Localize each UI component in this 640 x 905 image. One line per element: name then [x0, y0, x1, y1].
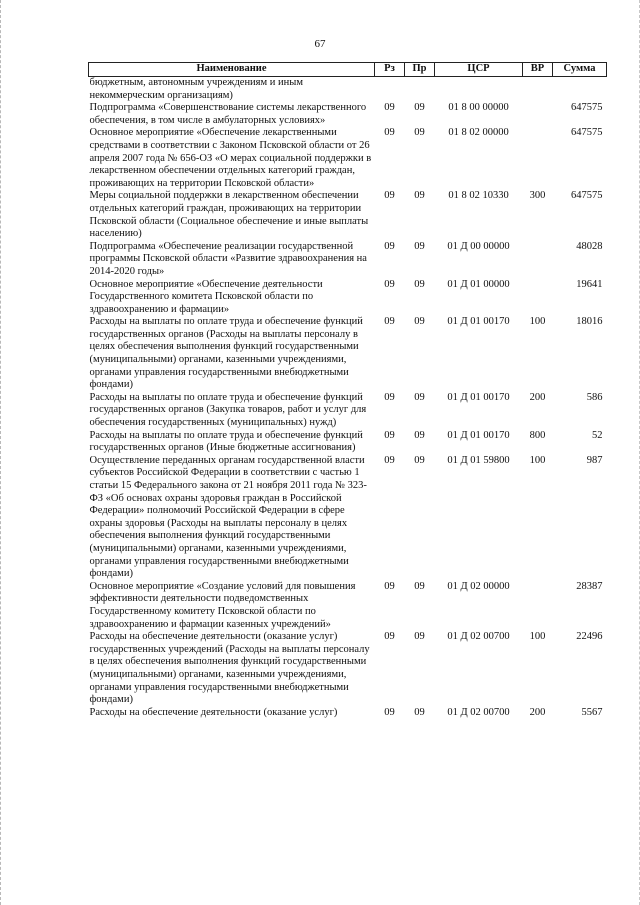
row-pr: 09 [414, 278, 425, 290]
row-vr [523, 127, 553, 190]
row-name: Основное мероприятие «Обеспечение лекарственными средствами в соответствии с Законом Псковской области от 26 апреля 2007 года № 656-ОЗ «О мерах социальной поддержки в лекарственном обеспечении отдельных категорий граждан, проживающих на территории Псковской области» [89, 127, 372, 189]
header-row [89, 63, 607, 77]
row-vr: 200 [529, 391, 546, 403]
table-row [89, 190, 607, 240]
scan-edge-left [0, 0, 4, 905]
row-rz: 09 [384, 127, 395, 139]
row-csr: 01 Д 02 00700 [447, 631, 510, 643]
row-csr: 01 8 02 10330 [448, 190, 509, 202]
row-rz: 09 [384, 429, 395, 441]
row-pr: 09 [414, 127, 425, 139]
table-row [89, 430, 607, 455]
row-name: Расходы на выплаты по оплате труда и обеспечение функций государственных органов (Расходы на выплаты персоналу в целях обеспечения выполнения функций государственными (муниципальными) органами, казенными учреждениями, органами управления государственными внебюджетными фондами) [89, 316, 363, 391]
row-csr: 01 Д 01 00170 [447, 391, 510, 403]
table-row [89, 581, 607, 631]
row-rz: 09 [384, 240, 395, 252]
row-rz: 09 [384, 454, 395, 466]
row-csr: 01 Д 01 00170 [447, 429, 510, 441]
table-row [89, 316, 607, 392]
table-header [89, 63, 607, 77]
row-sum: 586 [586, 391, 603, 403]
row-rz: 09 [384, 102, 395, 114]
row-vr [523, 77, 553, 103]
row-sum: 48028 [576, 240, 603, 252]
row-rz: 09 [384, 278, 395, 290]
row-sum: 987 [586, 454, 603, 466]
row-pr: 09 [414, 580, 425, 592]
row-pr: 09 [414, 454, 425, 466]
row-vr: 800 [529, 429, 546, 441]
row-sum: 28387 [576, 580, 603, 592]
header-vr: ВР [523, 63, 553, 77]
row-name: Основное мероприятие «Создание условий для повышения эффективности деятельности подведомственных Государственному комитету Псковской области по здравоохранению и фармации казенных учреждений» [89, 580, 356, 630]
row-pr: 09 [414, 190, 425, 202]
header-name: Наименование [89, 63, 375, 77]
header-csr: ЦСР [435, 63, 523, 77]
row-name: Меры социальной поддержки в лекарственном обеспечении отдельных категорий граждан, проживающих на территории Псковской области (Социальное обеспечение и иные выплаты населению) [89, 190, 369, 240]
row-csr: 01 Д 01 00170 [447, 316, 510, 328]
row-csr [435, 77, 523, 103]
row-sum: 18016 [576, 316, 603, 328]
row-pr: 09 [414, 631, 425, 643]
row-rz: 09 [384, 580, 395, 592]
row-rz: 09 [384, 631, 395, 643]
row-sum: 22496 [576, 631, 603, 643]
row-rz: 09 [384, 706, 395, 718]
row-vr [523, 279, 553, 317]
row-csr: 01 Д 01 59800 [447, 454, 510, 466]
page-number: 67 [314, 38, 326, 50]
row-pr [405, 77, 435, 103]
row-name: Осуществление переданных органам государственной власти субъектов Российской Федерации в соответствии с частью 1 статьи 15 Федерального закона от 21 ноября 2011 года № 323-ФЗ «Об основах охраны здоровья граждан в Российской Федерации» полномочий Российской Федерации в сфере охраны здоровья (Расходы на выплаты персоналу в целях обеспечения выполнения функций государственными (муниципальными) органами, казенными учреждениями, органами управления государственными внебюджетными фондами) [89, 454, 367, 580]
table-row [89, 279, 607, 317]
row-vr: 200 [529, 706, 546, 718]
budget-table [88, 62, 607, 719]
row-name: Основное мероприятие «Обеспечение деятельности Государственного комитета Псковской области по здравоохранению и фармации» [89, 278, 323, 315]
row-name: Расходы на выплаты по оплате труда и обеспечение функций государственных органов (Закупка товаров, работ и услуг для обеспечения государственных (муниципальных) нужд) [89, 391, 367, 429]
row-vr [523, 241, 553, 279]
row-vr [523, 102, 553, 127]
header-pr: Пр [405, 63, 435, 77]
row-pr: 09 [414, 706, 425, 718]
row-sum: 647575 [571, 102, 603, 114]
table-row [89, 455, 607, 581]
row-rz: 09 [384, 316, 395, 328]
row-vr: 100 [529, 454, 546, 466]
row-sum: 52 [592, 429, 603, 441]
row-vr [523, 581, 553, 631]
table-row [89, 631, 607, 707]
header-sum: Сумма [553, 63, 607, 77]
row-sum [553, 77, 607, 103]
row-name: Расходы на выплаты по оплате труда и обеспечение функций государственных органов (Иные бюджетные ассигнования) [89, 429, 363, 454]
table-row [89, 241, 607, 279]
row-csr: 01 Д 02 00000 [447, 580, 510, 592]
row-sum: 647575 [571, 127, 603, 139]
row-pr: 09 [414, 240, 425, 252]
row-pr: 09 [414, 102, 425, 114]
row-sum: 647575 [571, 190, 603, 202]
row-vr: 100 [529, 631, 546, 643]
row-vr: 100 [529, 316, 546, 328]
row-vr: 300 [529, 190, 546, 202]
row-csr: 01 Д 00 00000 [447, 240, 510, 252]
table-row [89, 707, 607, 720]
row-name: бюджетным, автономным учреждениям и иным некоммерческим организациям) [89, 77, 303, 101]
row-pr: 09 [414, 391, 425, 403]
row-csr: 01 8 02 00000 [448, 127, 509, 139]
row-sum: 19641 [576, 278, 603, 290]
row-pr: 09 [414, 316, 425, 328]
row-name: Расходы на обеспечение деятельности (оказание услуг) государственных учреждений (Расходы на выплаты персоналу в целях обеспечения выполнения функций государственными (муниципальными) органами, казенными учреждениями, органами управления государственными внебюджетными фондами) [89, 631, 370, 706]
row-csr: 01 Д 02 00700 [447, 706, 510, 718]
row-name: Расходы на обеспечение деятельности (оказание услуг) [89, 706, 338, 718]
header-rz: Рз [375, 63, 405, 77]
row-name: Подпрограмма «Совершенствование системы лекарственного обеспечения, в том числе в амбулаторных условиях» [89, 102, 367, 126]
row-pr: 09 [414, 429, 425, 441]
table-row [89, 127, 607, 190]
row-rz: 09 [384, 391, 395, 403]
row-csr: 01 8 00 00000 [448, 102, 509, 114]
row-csr: 01 Д 01 00000 [447, 278, 510, 290]
scan-edge-right [636, 0, 640, 905]
row-name: Подпрограмма «Обеспечение реализации государственной программы Псковской области «Развитие здравоохранения на 2014-2020 годы» [89, 240, 367, 277]
row-rz [375, 77, 405, 103]
row-rz: 09 [384, 190, 395, 202]
row-sum: 5567 [581, 706, 603, 718]
table-row [89, 102, 607, 127]
table-row [89, 392, 607, 430]
table-row [89, 77, 607, 103]
table-body [89, 77, 607, 720]
